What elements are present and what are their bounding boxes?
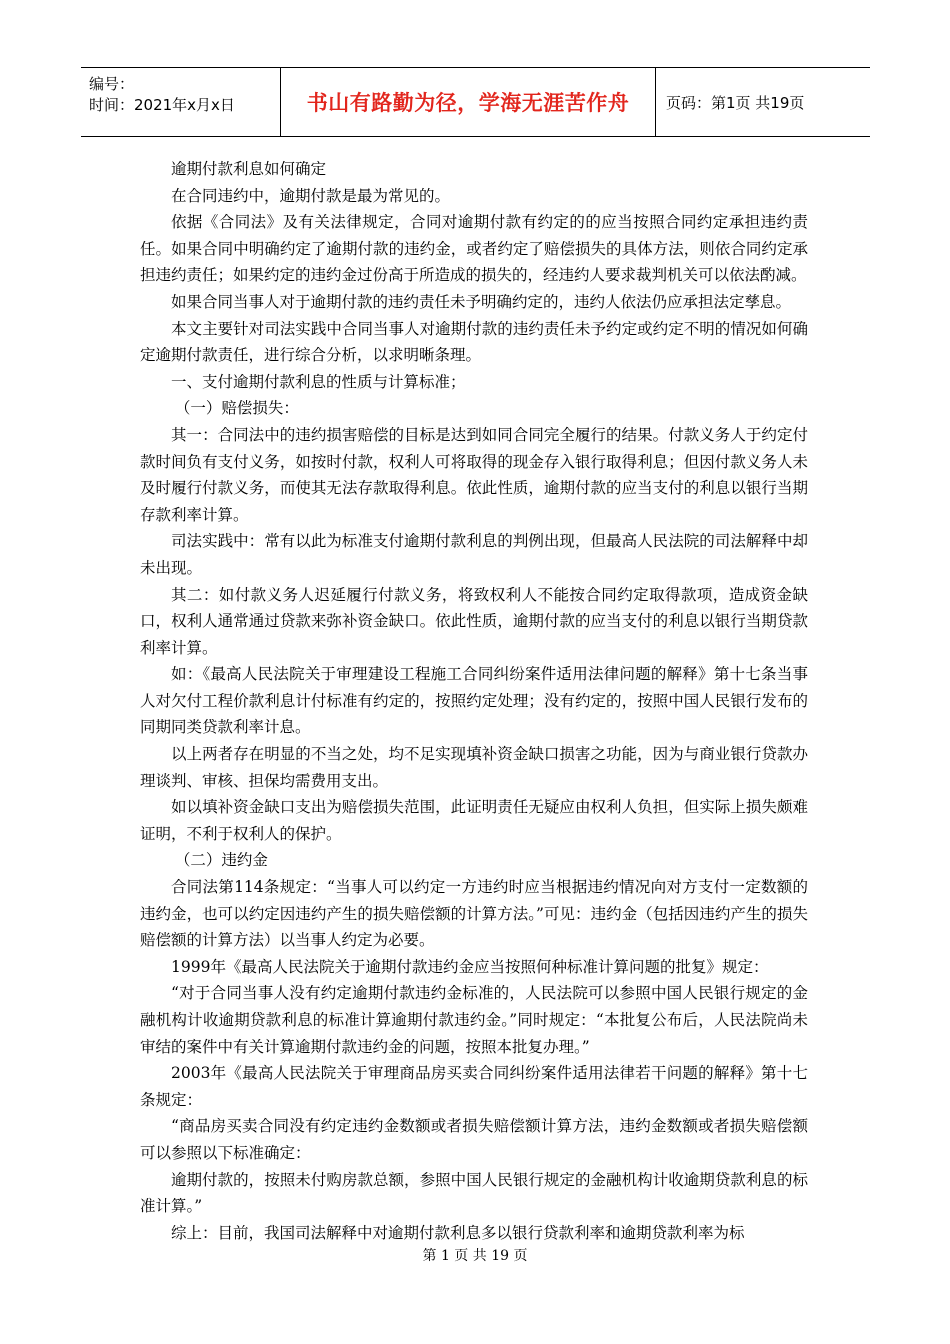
subsection-heading: （一）赔偿损失： <box>174 399 299 418</box>
paragraph: 合同法第114条规定：“当事人可以约定一方违约时应当根据违约情况向对方支付一定数额的违约金，也可以约定因违约产生的损失赔偿额的计算方法。”可见：违约金（包括因违约产生的损失赔偿额的计算方法）以当事人约定为必要。 <box>140 878 808 950</box>
subsection-heading: （二）违约金 <box>174 851 268 870</box>
paragraph: 司法实践中：常有以此为标准支付逾期付款利息的判例出现，但最高人民法院的司法解释中却未出现。 <box>140 532 808 577</box>
paragraph: 其一：合同法中的违约损害赔偿的目标是达到如同合同完全履行的结果。付款义务人于约定付款时间负有支付义务，如按时付款，权利人可将取得的现金存入银行取得利息；但因付款义务人未及时履行付款义务，而使其无法存款取得利息。依此性质，逾期付款的应当支付的利息以银行当期存款利率计算。 <box>140 425 808 524</box>
paragraph: 在合同违约中，逾期付款是最为常见的。 <box>171 186 451 205</box>
document-body <box>140 156 808 1246</box>
date-label: 时间：2021年x月x日 <box>89 96 235 114</box>
page-footer: 第 1 页 共 19 页 <box>422 1248 528 1264</box>
serial-number-label: 编号： <box>89 75 135 93</box>
paragraph: 如果合同当事人对于逾期付款的违约责任未予明确约定的，违约人依法仍应承担法定孳息。 <box>171 292 792 311</box>
paragraph: “对于合同当事人没有约定逾期付款违约金标准的，人民法院可以参照中国人民银行规定的金融机构计收逾期贷款利息的标准计算逾期付款违约金。”同时规定：“本批复公布后，人民法院尚未审结的案件中有关计算逾期付款违约金的问题，按照本批复办理。” <box>140 984 808 1056</box>
section-heading: 一、支付逾期付款利息的性质与计算标准； <box>171 372 466 391</box>
paragraph: 其二：如付款义务人迟延履行付款义务，将致权利人不能按合同约定取得款项，造成资金缺口，权利人通常通过贷款来弥补资金缺口。依此性质，逾期付款的应当支付的利息以银行当期贷款利率计算。 <box>140 585 808 657</box>
paragraph: 如：《最高人民法院关于审理建设工程施工合同纠纷案件适用法律问题的解释》第十七条当事人对欠付工程价款利息计付标准有约定的，按照约定处理；没有约定的，按照中国人民银行发布的同期同类贷款利率计息。 <box>140 665 808 737</box>
paragraph: “商品房买卖合同没有约定违约金数额或者损失赔偿额计算方法，违约金数额或者损失赔偿额可以参照以下标准确定： <box>140 1117 808 1162</box>
document-title: 逾期付款利息如何确定 <box>171 160 327 178</box>
paragraph: 逾期付款的，按照未付购房款总额，参照中国人民银行规定的金融机构计收逾期贷款利息的标准计算。” <box>140 1170 808 1216</box>
header-meta <box>81 68 281 136</box>
header-motto: 书山有路勤为径，学海无涯苦作舟 <box>281 68 656 136</box>
paragraph: 2003年《最高人民法院关于审理商品房买卖合同纠纷案件适用法律若干问题的解释》第十七条规定： <box>140 1064 808 1109</box>
paragraph: 本文主要针对司法实践中合同当事人对逾期付款的违约责任未予约定或约定不明的情况如何确定逾期付款责任，进行综合分析，以求明晰条理。 <box>140 319 808 365</box>
paragraph: 如以填补资金缺口支出为赔偿损失范围，此证明责任无疑应由权利人负担，但实际上损失颇难证明，不利于权利人的保护。 <box>140 798 808 843</box>
page-header <box>81 67 870 137</box>
paragraph: 1999年《最高人民法院关于逾期付款违约金应当按照何种标准计算问题的批复》规定： <box>171 957 769 976</box>
paragraph: 以上两者存在明显的不当之处，均不足实现填补资金缺口损害之功能，因为与商业银行贷款办理谈判、审核、担保均需费用支出。 <box>140 745 808 790</box>
paragraph: 依据《合同法》及有关法律规定，合同对逾期付款有约定的的应当按照合同约定承担违约责任。如果合同中明确约定了逾期付款的违约金，或者约定了赔偿损失的具体方法，则依合同约定承担违约责任；如果约定的违约金过份高于所造成的损失的，经违约人要求裁判机关可以依法酌减。 <box>140 213 808 285</box>
header-page-info: 页码：第1页 共19页 <box>666 93 805 112</box>
paragraph: 综上：目前，我国司法解释中对逾期付款利息多以银行贷款利率和逾期贷款利率为标 <box>171 1223 745 1242</box>
